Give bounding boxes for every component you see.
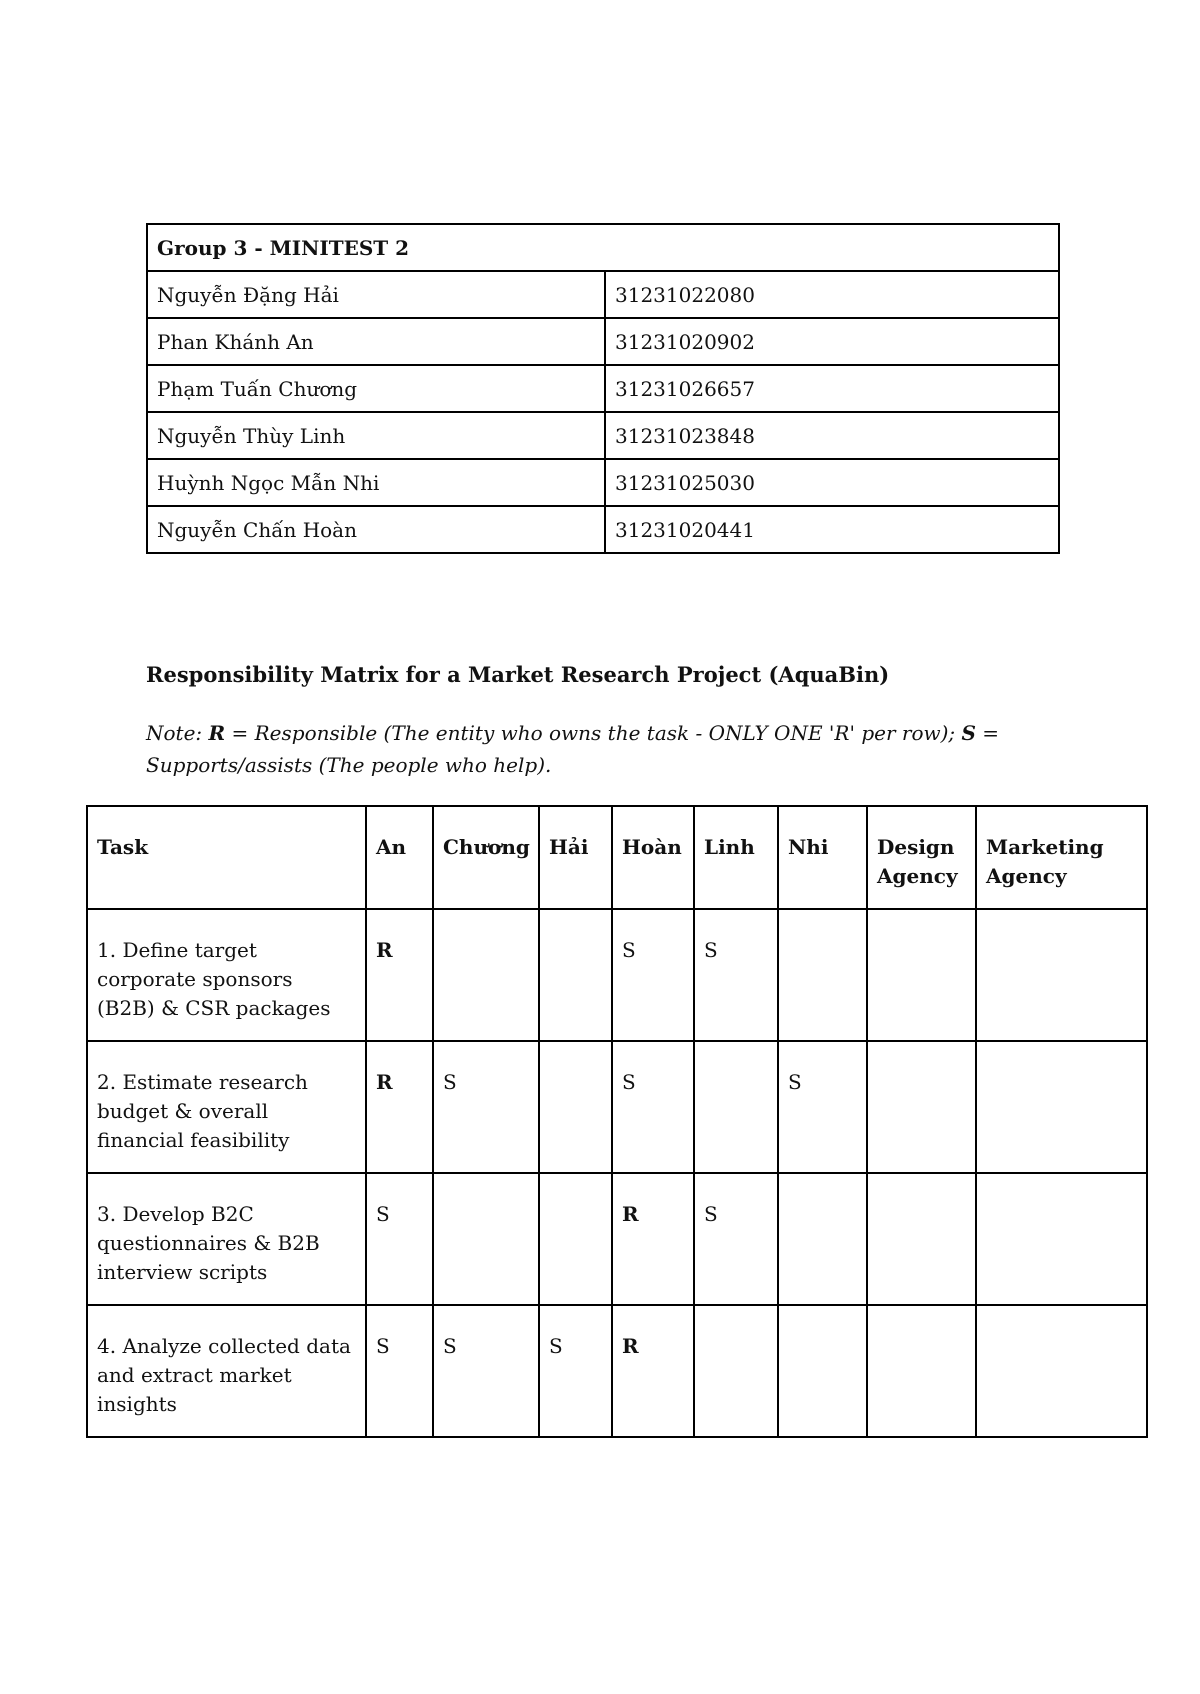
- responsibility-cell: [539, 1041, 612, 1173]
- responsibility-cell: R: [612, 1305, 694, 1437]
- matrix-heading: Responsibility Matrix for a Market Research Project (AquaBin): [146, 662, 890, 687]
- member-row: [147, 412, 1059, 459]
- responsibility-cell: [778, 909, 867, 1041]
- member-name: Nguyễn Chấn Hoàn: [147, 506, 605, 553]
- responsibility-cell: S: [539, 1305, 612, 1437]
- group-members-table: [146, 223, 1060, 554]
- responsibility-cell: [976, 909, 1147, 1041]
- matrix-note: [146, 717, 1046, 781]
- column-header: Marketing Agency: [976, 806, 1147, 909]
- member-id: 31231020441: [605, 506, 1059, 553]
- responsibility-cell: [433, 909, 539, 1041]
- member-id: 31231020902: [605, 318, 1059, 365]
- member-row: [147, 506, 1059, 553]
- member-id: 31231022080: [605, 271, 1059, 318]
- responsibility-cell: S: [694, 1173, 778, 1305]
- matrix-row: [87, 1305, 1147, 1437]
- responsibility-matrix-table: [86, 805, 1148, 1438]
- responsibility-cell: [778, 1173, 867, 1305]
- column-header: Chương: [433, 806, 539, 909]
- responsibility-cell: S: [612, 909, 694, 1041]
- responsibility-cell: [976, 1173, 1147, 1305]
- member-name: Phạm Tuấn Chương: [147, 365, 605, 412]
- responsibility-cell: [867, 1173, 976, 1305]
- responsibility-cell: S: [778, 1041, 867, 1173]
- column-header: Hải: [539, 806, 612, 909]
- member-id: 31231026657: [605, 365, 1059, 412]
- column-header: Design Agency: [867, 806, 976, 909]
- responsibility-cell: S: [366, 1173, 433, 1305]
- responsibility-cell: [867, 1305, 976, 1437]
- member-id: 31231025030: [605, 459, 1059, 506]
- responsibility-cell: [867, 909, 976, 1041]
- matrix-row: [87, 1041, 1147, 1173]
- responsibility-cell: [976, 1041, 1147, 1173]
- note-s-text: = Supports/assists (The people who help).: [146, 721, 1000, 777]
- member-name: Nguyễn Đặng Hải: [147, 271, 605, 318]
- responsibility-cell: S: [433, 1305, 539, 1437]
- responsibility-cell: [976, 1305, 1147, 1437]
- responsibility-cell: R: [366, 1041, 433, 1173]
- member-name: Phan Khánh An: [147, 318, 605, 365]
- column-header: Hoàn: [612, 806, 694, 909]
- column-header: An: [366, 806, 433, 909]
- responsibility-cell: [539, 1173, 612, 1305]
- task-cell: 1. Define target corporate sponsors (B2B) & CSR packages: [87, 909, 366, 1041]
- member-name: Nguyễn Thùy Linh: [147, 412, 605, 459]
- member-name: Huỳnh Ngọc Mẫn Nhi: [147, 459, 605, 506]
- note-r-text: = Responsible (The entity who owns the task - ONLY ONE 'R' per row);: [225, 721, 962, 745]
- note-prefix: Note:: [146, 721, 209, 745]
- column-header: Linh: [694, 806, 778, 909]
- responsibility-cell: [867, 1041, 976, 1173]
- responsibility-cell: R: [366, 909, 433, 1041]
- member-row: [147, 459, 1059, 506]
- task-cell: 3. Develop B2C questionnaires & B2B interview scripts: [87, 1173, 366, 1305]
- responsibility-cell: [694, 1041, 778, 1173]
- group-title-row: [147, 224, 1059, 271]
- group-title: Group 3 - MINITEST 2: [147, 224, 1059, 271]
- responsibility-cell: R: [612, 1173, 694, 1305]
- matrix-row: [87, 909, 1147, 1041]
- member-row: [147, 365, 1059, 412]
- member-row: [147, 271, 1059, 318]
- note-s-letter: S: [961, 721, 976, 745]
- matrix-row: [87, 1173, 1147, 1305]
- responsibility-cell: S: [694, 909, 778, 1041]
- responsibility-cell: [539, 909, 612, 1041]
- responsibility-cell: S: [433, 1041, 539, 1173]
- task-cell: 4. Analyze collected data and extract market insights: [87, 1305, 366, 1437]
- responsibility-cell: S: [612, 1041, 694, 1173]
- member-row: [147, 318, 1059, 365]
- responsibility-cell: [694, 1305, 778, 1437]
- note-r-letter: R: [208, 721, 226, 745]
- responsibility-cell: [778, 1305, 867, 1437]
- responsibility-cell: [433, 1173, 539, 1305]
- column-header: Nhi: [778, 806, 867, 909]
- member-id: 31231023848: [605, 412, 1059, 459]
- matrix-header-row: [87, 806, 1147, 909]
- responsibility-cell: S: [366, 1305, 433, 1437]
- task-cell: 2. Estimate research budget & overall financial feasibility: [87, 1041, 366, 1173]
- column-header: Task: [87, 806, 366, 909]
